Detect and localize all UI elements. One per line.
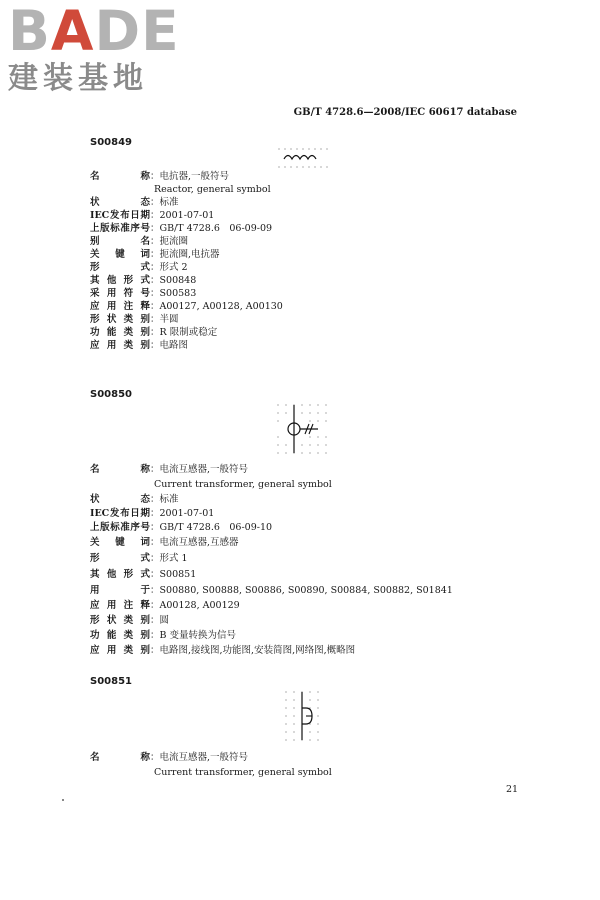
field-label: 其他形式 [90,569,150,580]
field-value: 圆 [159,615,170,626]
field-label: 形式 [90,553,150,564]
field-label: 关键词 [90,249,150,260]
field-label: 应用类别 [90,340,150,351]
field-label: 功能类别 [90,327,150,338]
logo-wordmark: BADE [8,0,180,63]
field-value: A00128, A00129 [159,600,240,611]
field-value: 半圆 [159,314,179,325]
field-label: 上版标准序号 [90,522,150,533]
field-value: 形式 1 [159,553,188,564]
reactor-symbol-icon [276,146,330,170]
field-value: 电流互感器,一般符号 [159,752,249,763]
field-value: 电流互感器,一般符号 [159,464,249,475]
field-label: IEC发布日期 [90,508,150,519]
field-value: 电路图 [159,340,189,351]
field-label: 其他形式 [90,275,150,286]
field-value: 标准 [159,494,179,505]
field-label: IEC发布日期 [90,210,150,221]
field-value: 2001-07-01 [159,508,215,519]
field-label: 状态 [90,197,150,208]
field-value: S00851 [159,569,197,580]
field-value-english: Current transformer, general symbol [154,767,332,778]
field-value: 扼流圈,电抗器 [159,249,220,260]
field-value: S00880, S00888, S00886, S00890, S00884, S00882, S01841 [159,585,453,596]
field-label: 形式 [90,262,150,273]
field-label: 形状类别 [90,615,150,626]
field-value: S00583 [159,288,197,299]
field-label: 别名 [90,236,150,247]
field-label: 上版标准序号 [90,223,150,234]
scan-speck [62,799,64,801]
field-label: 应用类别 [90,645,150,656]
symbol-code: S00851 [90,676,132,687]
field-value: 电路图,接线图,功能图,安装简图,网络图,概略图 [159,645,356,656]
field-value: GB/T 4728.6 06-09-10 [159,522,273,533]
field-value: R 限制或稳定 [159,327,218,338]
field-value: 形式 2 [159,262,188,273]
field-value: B 变量转换为信号 [159,630,237,641]
field-label: 关键词 [90,537,150,548]
symbol-code: S00850 [90,389,132,400]
field-label: 功能类别 [90,630,150,641]
field-value: 电抗器,一般符号 [159,171,230,182]
field-value: GB/T 4728.6 06-09-09 [159,223,273,234]
field-value-english: Reactor, general symbol [154,184,271,195]
field-label: 名称 [90,752,150,763]
field-label: 用于 [90,585,150,596]
current-transformer-symbol-icon [282,688,322,742]
bade-logo [8,2,178,100]
logo-subtitle: 建装基地 [8,61,148,96]
field-label: 应用注释 [90,301,150,312]
field-label: 状态 [90,494,150,505]
current-transformer-symbol-icon [272,401,330,455]
field-value: S00848 [159,275,197,286]
field-value: A00127, A00128, A00130 [159,301,283,312]
field-value: 标准 [159,197,179,208]
field-value: 扼流圈 [159,236,189,247]
page-number: 21 [506,784,519,795]
field-value-english: Current transformer, general symbol [154,479,332,490]
page-header: GB/T 4728.6—2008/IEC 60617 database [293,107,517,118]
field-label: 采用符号 [90,288,150,299]
field-label: 应用注释 [90,600,150,611]
field-value: 2001-07-01 [159,210,215,221]
field-label: 名称 [90,171,150,182]
symbol-code: S00849 [90,137,132,148]
field-label: 形状类别 [90,314,150,325]
field-label: 名称 [90,464,150,475]
field-value: 电流互感器,互感器 [159,537,239,548]
